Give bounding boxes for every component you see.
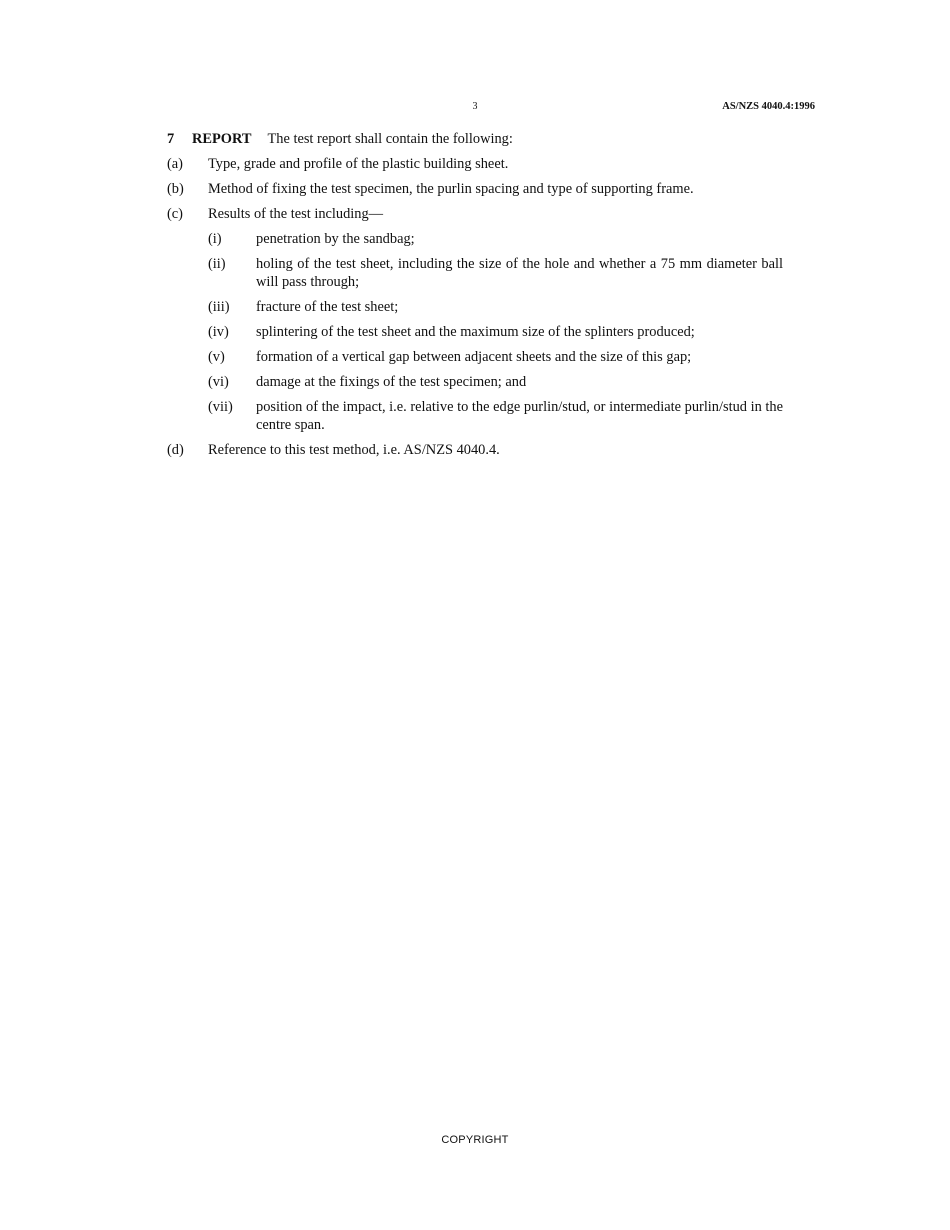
standard-reference: AS/NZS 4040.4:1996 [722, 101, 815, 112]
list-item-label: (a) [167, 156, 183, 172]
sub-item-label: (i) [208, 231, 222, 247]
list-item-label: (d) [167, 442, 184, 458]
sub-item-v [208, 348, 783, 366]
sub-item-iii [208, 298, 783, 316]
sub-item-text: splintering of the test sheet and the maximum size of the splinters produced; [256, 324, 695, 340]
report-section [167, 130, 783, 466]
sub-item-text: damage at the fixings of the test specimen; and [256, 374, 527, 390]
list-item-a [167, 155, 783, 173]
sub-item-iv [208, 323, 783, 341]
sub-item-label: (iii) [208, 299, 230, 315]
sub-item-label: (vii) [208, 399, 233, 415]
section-title: REPORT [192, 131, 252, 147]
list-item-d [167, 441, 783, 459]
sub-item-label: (iv) [208, 324, 229, 340]
sub-item-text: penetration by the sandbag; [256, 231, 415, 247]
sub-item-label: (v) [208, 349, 225, 365]
list-item-text: Reference to this test method, i.e. AS/NZS 4040.4. [208, 442, 500, 458]
section-heading [167, 130, 783, 148]
list-item-label: (c) [167, 206, 183, 222]
sub-item-text: fracture of the test sheet; [256, 299, 399, 315]
sub-item-i [208, 230, 783, 248]
sub-item-label: (ii) [208, 256, 226, 272]
page-number: 3 [472, 101, 478, 112]
sub-item-ii [208, 255, 783, 291]
sub-item-vii [208, 398, 783, 434]
sub-item-text: position of the impact, i.e. relative to the edge purlin/stud, or intermediate purlin/stud in the centre span. [256, 399, 783, 433]
sub-item-label: (vi) [208, 374, 229, 390]
sub-item-text: formation of a vertical gap between adjacent sheets and the size of this gap; [256, 349, 692, 365]
sub-item-vi [208, 373, 783, 391]
list-item-text: Method of fixing the test specimen, the purlin spacing and type of supporting frame. [208, 181, 694, 197]
list-item-text: Results of the test including— [208, 206, 384, 222]
section-number: 7 [167, 131, 175, 147]
list-item-label: (b) [167, 181, 184, 197]
list-item-text: Type, grade and profile of the plastic building sheet. [208, 156, 509, 172]
copyright-footer: COPYRIGHT [441, 1134, 509, 1146]
list-item-b [167, 180, 783, 198]
section-intro: The test report shall contain the following: [267, 131, 513, 147]
sub-item-text: holing of the test sheet, including the size of the hole and whether a 75 mm diameter ball will pass through; [256, 256, 783, 290]
list-item-c [167, 205, 783, 223]
